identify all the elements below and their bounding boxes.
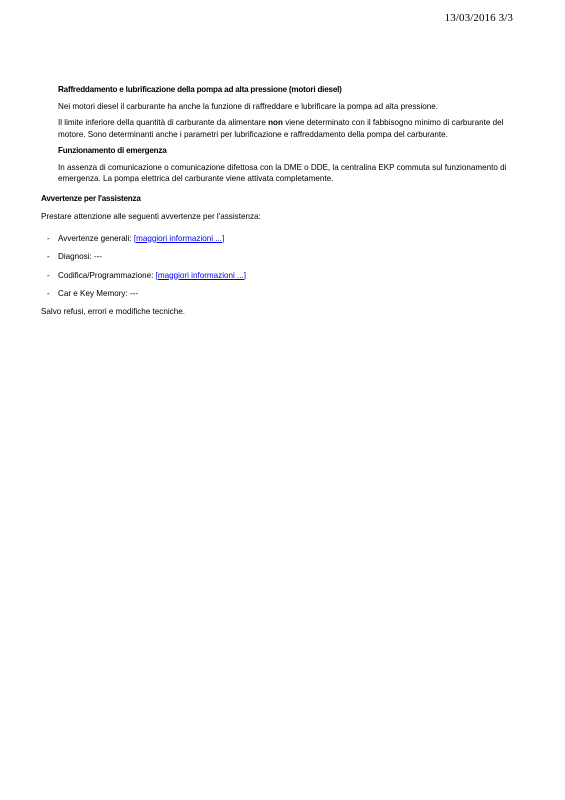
paragraph-text: Il limite inferiore della quantità di carburante da alimentare bbox=[58, 118, 269, 127]
paragraph-diesel-fuel-function: Nei motori diesel il carburante ha anche la funzione di raffreddare e lubrificare la pompa ad alta pressione. bbox=[58, 101, 439, 111]
list-dash: - bbox=[47, 270, 50, 280]
list-dash: - bbox=[47, 252, 50, 261]
list-item-label: Car e Key Memory: --- bbox=[58, 289, 139, 298]
disclaimer-note: Salvo refusi, errori e modifiche tecniche. bbox=[41, 306, 185, 316]
list-item-label: Avvertenze generali: bbox=[58, 233, 134, 243]
paragraph-text: viene determinato con il fabbisogno minimo di carburante del motore. Sono determinanti anche i parametri per lubrificazione e raffreddamento della pompa del carburante. bbox=[58, 118, 504, 139]
list-item-label: Diagnosi: --- bbox=[58, 252, 103, 261]
service-notes-intro: Prestare attenzione alle seguenti avvertenze per l'assistenza: bbox=[41, 212, 261, 221]
list-item-general-notes bbox=[41, 233, 511, 245]
document-body bbox=[41, 84, 511, 317]
list-item-coding-programming bbox=[41, 270, 511, 282]
more-info-link[interactable]: [maggiori informazioni ...] bbox=[133, 233, 225, 243]
list-dash: - bbox=[47, 289, 50, 298]
section-heading-pump-cooling: Raffreddamento e lubrificazione della pompa ad alta pressione (motori diesel) bbox=[58, 85, 342, 94]
section-heading-emergency: Funzionamento di emergenza bbox=[58, 146, 167, 155]
page-date-number: 13/03/2016 3/3 bbox=[444, 12, 513, 24]
bold-emphasis: non bbox=[268, 118, 283, 127]
paragraph-fuel-lower-limit bbox=[58, 117, 511, 140]
paragraph-emergency-operation: In assenza di comunicazione o comunicazione difettosa con la DME o DDE, la centralina EKP commuta sul funzionamento di emergenza. La pompa elettrica del carburante viene attivata completamente. bbox=[58, 162, 507, 183]
service-notes-list bbox=[41, 233, 511, 300]
list-item-label: Codifica/Programmazione: bbox=[58, 270, 156, 280]
list-item-diagnosis bbox=[41, 251, 511, 263]
section-heading-service-notes: Avvertenze per l'assistenza bbox=[41, 193, 141, 203]
list-dash: - bbox=[47, 233, 50, 243]
list-item-car-key-memory bbox=[41, 288, 511, 300]
more-info-link[interactable]: [maggiori informazioni ...] bbox=[155, 270, 247, 280]
